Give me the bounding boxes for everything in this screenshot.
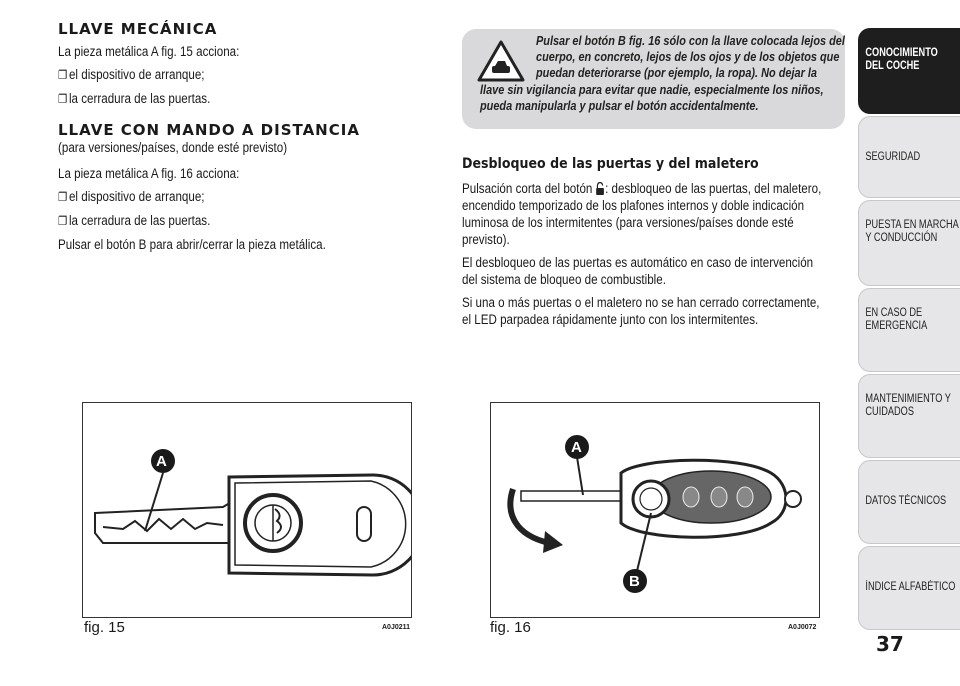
figure-16-image bbox=[490, 402, 820, 618]
left-column bbox=[58, 20, 448, 253]
warning-line: llave sin vigilancia para evitar que nadie, especialmente los niños, bbox=[480, 82, 824, 97]
tab-mantenimiento[interactable]: MANTENIMIENTO Y CUIDADOS bbox=[858, 374, 960, 458]
paragraph-line: previsto). bbox=[462, 232, 510, 247]
paragraph-line: del sistema de bloqueo de combustible. bbox=[462, 272, 666, 287]
figure-16-caption: fig. 16 bbox=[490, 619, 531, 636]
marker-a-label: A bbox=[156, 453, 167, 470]
tab-conocimiento-del-coche[interactable]: CONOCIMIENTO DEL COCHE bbox=[858, 28, 960, 114]
paragraph: La pieza metálica A fig. 16 acciona: bbox=[58, 166, 240, 181]
heading-llave-mando: LLAVE CON MANDO A DISTANCIA bbox=[58, 121, 360, 139]
bullet-square-icon: ❐ bbox=[58, 214, 68, 228]
marker-a-label: A bbox=[571, 439, 582, 456]
bullet-item: ❐ la cerradura de las puertas. bbox=[58, 91, 211, 106]
warning-box bbox=[462, 29, 845, 129]
figure-15-caption: fig. 15 bbox=[84, 619, 125, 636]
heading-llave-mecanica: LLAVE MECÁNICA bbox=[58, 20, 218, 38]
warning-line: Pulsar el botón B fig. 16 sólo con la llave colocada lejos del bbox=[536, 33, 845, 48]
paragraph-line: Pulsación corta del botón : desbloqueo de las puertas, del maletero, bbox=[462, 181, 822, 196]
figure-16-code: A0J0072 bbox=[788, 624, 817, 631]
tab-datos-tecnicos[interactable]: DATOS TÉCNICOS bbox=[858, 460, 960, 544]
marker-b-label: B bbox=[629, 573, 640, 590]
mechanical-key-illustration bbox=[83, 403, 411, 617]
paragraph-line: luminosa de los intermitentes (para versiones/países donde esté bbox=[462, 215, 794, 230]
paragraph: Pulsar el botón B para abrir/cerrar la pieza metálica. bbox=[58, 237, 326, 252]
warning-line: puedan deteriorarse (por ejemplo, la ropa). No dejar la bbox=[536, 65, 817, 80]
warning-triangle-icon bbox=[476, 39, 526, 83]
subheading: Desbloqueo de las puertas y del maletero bbox=[462, 156, 759, 172]
paragraph-line: Si una o más puertas o el maletero no se han cerrado correctamente, bbox=[462, 295, 820, 310]
tab-indice-alfabetico[interactable]: ÍNDICE ALFABÉTICO bbox=[858, 546, 960, 630]
warning-line: pueda manipularla y pulsar el botón accidentalmente. bbox=[480, 98, 759, 113]
right-column bbox=[462, 156, 852, 328]
figure-15-code: A0J0211 bbox=[382, 624, 411, 631]
paragraph-line: encendido temporizado de los plafones internos y doble indicación bbox=[462, 198, 805, 213]
bullet-item: ❐ la cerradura de las puertas. bbox=[58, 213, 211, 228]
bullet-square-icon: ❐ bbox=[58, 92, 68, 106]
figure-15-image bbox=[82, 402, 412, 618]
bullet-square-icon: ❐ bbox=[58, 190, 68, 204]
paragraph: La pieza metálica A fig. 15 acciona: bbox=[58, 44, 240, 59]
tab-seguridad[interactable]: SEGURIDAD bbox=[858, 116, 960, 198]
remote-key-illustration bbox=[491, 403, 819, 617]
bullet-item: ❐ el dispositivo de arranque; bbox=[58, 67, 205, 82]
unlock-button-icon bbox=[596, 182, 605, 195]
warning-line: cuerpo, en concreto, lejos de los ojos y de los objetos que bbox=[536, 49, 840, 64]
paragraph-line: El desbloqueo de las puertas es automático en caso de intervención bbox=[462, 255, 814, 270]
bullet-square-icon: ❐ bbox=[58, 68, 68, 82]
bullet-item: ❐ el dispositivo de arranque; bbox=[58, 189, 205, 204]
tab-puesta-en-marcha[interactable]: PUESTA EN MARCHA Y CONDUCCIÓN bbox=[858, 200, 960, 286]
paragraph-line: el LED parpadea rápidamente junto con los intermitentes. bbox=[462, 312, 759, 327]
tab-en-caso-de-emergencia[interactable]: EN CASO DE EMERGENCIA bbox=[858, 288, 960, 372]
note: (para versiones/países, donde esté previsto) bbox=[58, 140, 288, 155]
page-number: 37 bbox=[876, 632, 904, 656]
